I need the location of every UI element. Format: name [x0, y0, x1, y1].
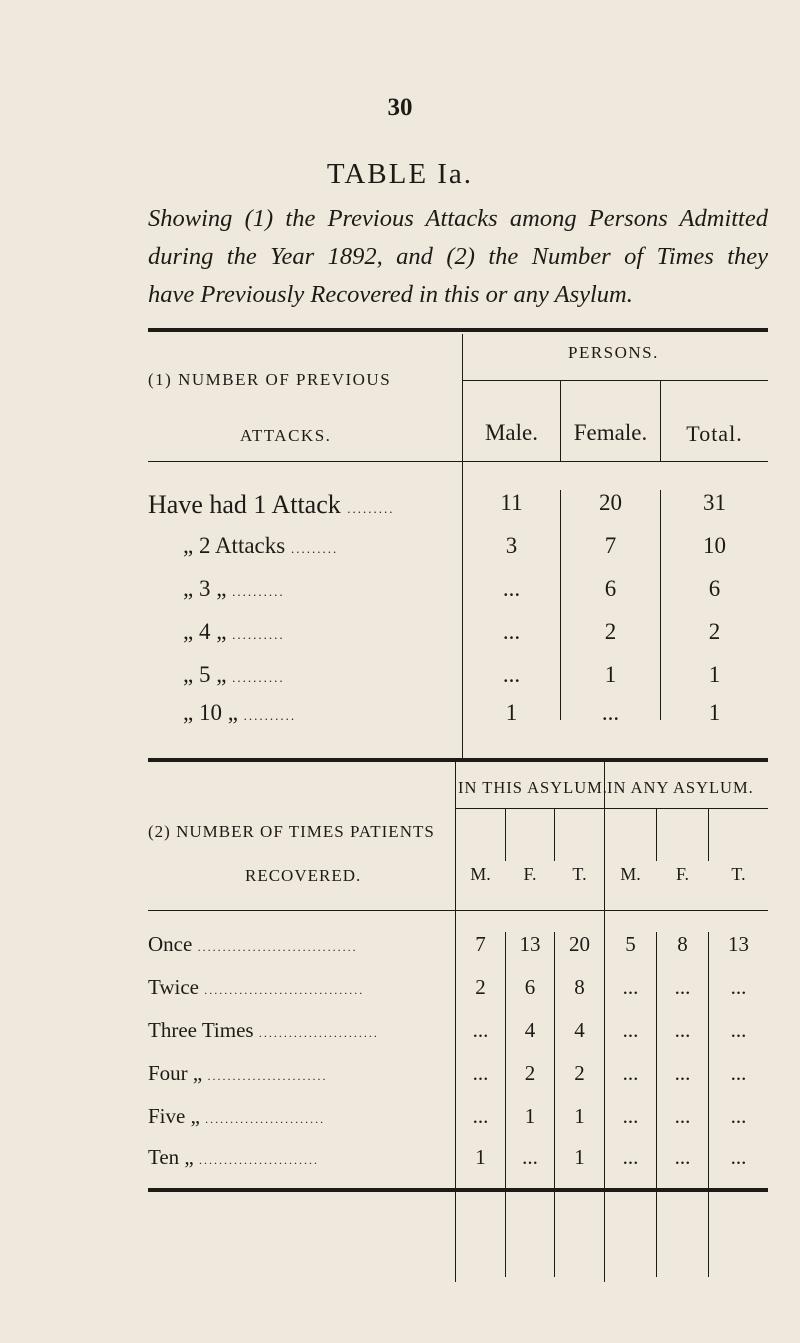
cell-male: 11 [500, 490, 523, 515]
section1-header-line1: (1) NUMBER OF PREVIOUS [148, 370, 392, 389]
col-divider [708, 809, 709, 861]
cell-male: ... [502, 619, 521, 644]
cell-this-f: ... [522, 1145, 538, 1169]
row-label: „ 2 Attacks [183, 533, 286, 558]
row-label: Twice [148, 975, 200, 999]
cell-this-f: 13 [519, 932, 541, 956]
table-row [148, 1061, 768, 1093]
caption-line: during the Year 1892, and (2) the Number of Times they [148, 243, 768, 270]
cell-this-t: 2 [574, 1061, 585, 1085]
subcol-header: M. [470, 864, 491, 884]
cell-any-f: ... [674, 1104, 691, 1128]
subcol-header: T. [731, 864, 746, 884]
cell-total: 1 [708, 700, 721, 725]
table-row [148, 490, 768, 528]
cell-any-f: 8 [677, 932, 688, 956]
cell-any-t: ... [730, 1145, 747, 1169]
table-caption [148, 200, 768, 314]
row-label: „ 5 „ [183, 662, 227, 687]
subcol-header: M. [620, 864, 641, 884]
row-label: „ 10 „ [183, 700, 238, 725]
cell-this-m: ... [472, 1104, 489, 1128]
cell-any-t: ... [730, 975, 747, 999]
cell-female: 7 [604, 533, 617, 558]
group-header-any-asylum: IN ANY ASYLUM. [607, 778, 754, 797]
caption-line: Showing (1) the Previous Attacks among Persons Admitted [148, 205, 768, 232]
cell-any-t: ... [730, 1018, 747, 1042]
group-header-this-asylum: IN THIS ASYLUM. [458, 778, 608, 797]
cell-any-m: ... [622, 1104, 639, 1128]
cell-female: 20 [599, 490, 622, 515]
table-row [148, 1104, 768, 1136]
cell-male: ... [502, 576, 521, 601]
leader-dots: ......... [290, 541, 339, 556]
col-divider [554, 809, 555, 861]
cell-this-m: ... [472, 1061, 489, 1085]
cell-total: 1 [708, 662, 721, 687]
cell-this-f: 2 [524, 1061, 536, 1085]
cell-any-f: ... [674, 1018, 691, 1042]
section2-header-line1: (2) NUMBER OF TIMES PATIENTS [148, 822, 435, 841]
row-label: Five „ [148, 1104, 200, 1128]
cell-male: ... [502, 662, 521, 687]
group-header-rule [456, 808, 768, 809]
section-separator-rule [148, 758, 768, 762]
cell-total: 10 [703, 533, 726, 558]
cell-this-m: 2 [475, 975, 486, 999]
section1-header-line2: ATTACKS. [240, 426, 332, 445]
cell-this-m: ... [472, 1018, 489, 1042]
table-row [148, 619, 768, 657]
subcol-header: F. [675, 864, 690, 884]
cell-female: 1 [604, 662, 617, 687]
cell-female: ... [601, 700, 620, 725]
cell-total: 2 [708, 619, 721, 644]
cell-any-m: ... [622, 975, 639, 999]
section2-header-line2: RECOVERED. [245, 866, 362, 885]
row-label: „ 4 „ [183, 619, 227, 644]
leader-dots: ........................ [205, 1112, 326, 1126]
cell-any-t: 13 [728, 932, 749, 956]
row-label: Ten „ [148, 1145, 194, 1169]
cell-any-f: ... [674, 1061, 691, 1085]
table-row [148, 932, 768, 964]
leader-dots: ................................ [204, 983, 365, 997]
row-label: „ 3 „ [183, 576, 227, 601]
cell-any-f: ... [674, 975, 691, 999]
row-label: Once [148, 932, 193, 956]
leader-dots: .......... [243, 708, 297, 723]
leader-dots: .......... [232, 584, 285, 599]
cell-male: 1 [505, 700, 518, 725]
row-label: Four „ [148, 1061, 203, 1085]
top-rule [148, 328, 768, 332]
leader-dots: ................................ [197, 940, 358, 954]
col-divider [505, 809, 506, 861]
cell-this-f: 4 [524, 1018, 536, 1042]
table-row [148, 576, 768, 614]
cell-any-t: ... [730, 1061, 747, 1085]
col-header-total: Total. [686, 421, 743, 446]
cell-this-t: 4 [574, 1018, 585, 1042]
cell-any-m: ... [622, 1145, 639, 1169]
cell-any-m: ... [622, 1061, 639, 1085]
cell-any-m: ... [622, 1018, 639, 1042]
row-label: Three Times [148, 1018, 254, 1042]
cell-male: 3 [505, 533, 518, 558]
leader-dots: ......... [347, 501, 395, 516]
col-header-female: Female. [573, 420, 648, 445]
leader-dots: ........................ [258, 1026, 379, 1040]
persons-group-header: PERSONS. [568, 343, 659, 362]
cell-this-t: 1 [574, 1104, 585, 1128]
cell-total: 6 [708, 576, 721, 601]
table-row [148, 662, 768, 700]
leader-dots: ........................ [207, 1069, 328, 1083]
bottom-rule [148, 1188, 768, 1192]
cell-this-m: 7 [475, 932, 486, 956]
cell-this-t: 20 [569, 932, 590, 956]
caption-line: have Previously Recovered in this or any Asylum. [148, 281, 633, 308]
cell-any-t: ... [730, 1104, 747, 1128]
persons-rule [463, 380, 768, 381]
subcol-header: F. [523, 864, 537, 884]
cell-this-f: 1 [524, 1104, 536, 1128]
table-row [148, 1018, 768, 1050]
cell-female: 2 [604, 619, 617, 644]
table-row [148, 975, 768, 1007]
table-row [148, 1145, 768, 1177]
col-divider [656, 809, 657, 861]
col-header-male: Male. [484, 420, 538, 445]
cell-this-f: 6 [524, 975, 536, 999]
subcol-header: T. [572, 864, 587, 884]
cell-any-m: 5 [625, 932, 636, 956]
section1-header-rule [148, 461, 768, 462]
table-row [148, 700, 768, 738]
leader-dots: .......... [232, 627, 285, 642]
cell-this-t: 8 [574, 975, 585, 999]
cell-female: 6 [604, 576, 617, 601]
leader-dots: ........................ [199, 1153, 320, 1167]
leader-dots: .......... [232, 670, 285, 685]
section2-header-rule [148, 910, 768, 911]
cell-any-f: ... [674, 1145, 691, 1169]
cell-total: 31 [703, 490, 726, 515]
cell-this-m: 1 [475, 1145, 486, 1169]
page-number: 30 [387, 94, 413, 121]
table-row [148, 533, 768, 571]
table-title: TABLE Ia. [326, 158, 474, 190]
row-label: Have had 1 Attack [148, 490, 341, 519]
cell-this-t: 1 [574, 1145, 585, 1169]
